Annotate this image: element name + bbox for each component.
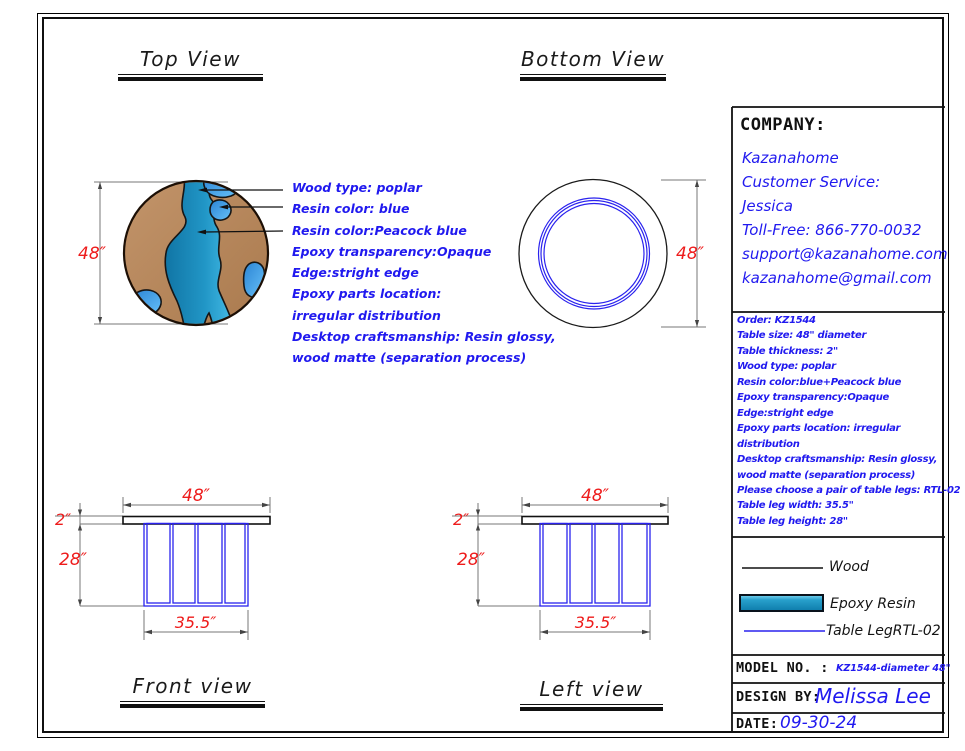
dim-arrow [98,182,102,189]
model-no-label: MODEL NO. : [736,660,829,676]
top-view-diameter-label: 48″ [78,244,106,264]
design-by-label: DESIGN BY: [736,689,821,705]
order-resin-color: Resin color:blue+Peacock blue [737,376,902,388]
order-number: Order: KZ1544 [737,315,816,326]
front-height-label: 28″ [59,550,87,570]
resin-blob [210,200,231,220]
annotation-resin-blue: Resin color: blue [292,201,410,217]
left-table-legs [540,524,650,607]
annotation-transparency: Epoxy transparency:Opaque [292,243,492,259]
title-underline [520,74,666,81]
left-height-label: 28″ [457,550,485,570]
legend-epoxy-label: Epoxy Resin [830,596,916,612]
bottom-view-title-text: Bottom View [520,47,666,71]
top-view-title [118,47,263,81]
legend-epoxy-swatch [740,595,823,611]
company-phone: Toll-Free: 866-770-0032 [742,221,922,239]
company-email-support: support@kazanahome.com [742,245,948,263]
title-underline [120,701,265,708]
annotation-distribution: irregular distribution [292,307,441,323]
company-contact-name: Jessica [742,197,793,215]
dim-arrow [98,317,102,324]
title-underline [118,74,263,81]
date-value: 09-30-24 [780,713,858,733]
date-label: DATE: [736,716,779,732]
left-thickness-label: 2″ [453,510,470,529]
front-thickness-label: 2″ [55,510,72,529]
front-view-title-text: Front view [132,674,253,698]
order-table-size: Table size: 48" diameter [737,330,867,342]
annotation-craftsmanship: Desktop craftsmanship: Resin glossy, [292,329,556,345]
annotation-parts-location: Epoxy parts location: [292,286,442,302]
order-thickness: Table thickness: 2" [737,345,838,357]
company-email-gmail: kazanahome@gmail.com [742,269,932,287]
order-craftsmanship: Desktop craftsmanship: Resin glossy, [737,454,938,466]
bottom-view-diameter-label: 48″ [676,244,704,264]
resin-blob [244,262,265,297]
top-view-title-text: Top View [140,47,241,71]
top-view-drawing [94,174,283,339]
dim-arrow [695,320,699,327]
legend-wood-label: Wood [829,559,869,575]
order-wood-matte: wood matte (separation process) [737,469,916,481]
order-edge: Edge:stright edge [737,407,834,419]
model-no-value: KZ1544-diameter 48" [836,663,951,674]
order-leg-width: Table leg width: 35.5" [737,500,854,512]
design-by-value: Melissa Lee [815,684,931,708]
left-leg-width-label: 35.5″ [574,613,617,632]
order-wood-type: Wood type: poplar [737,361,836,373]
front-width-label: 48″ [182,486,210,506]
order-parts-location: Epoxy parts location: irregular distribution [737,423,901,450]
company-info [742,146,948,290]
annotation-wood-type: Wood type: poplar [292,180,422,195]
order-leg-height: Table leg height: 28" [737,515,848,527]
front-view-title [120,674,265,708]
bottom-view-title [520,47,666,81]
legend-tableleg-label: Table LegRTL-02 [826,623,941,639]
left-view-title-text: Left view [539,677,644,701]
front-table-legs [144,524,248,607]
company-service-label: Customer Service: [742,173,881,191]
title-underline [520,704,663,711]
dim-arrow [695,180,699,187]
order-transparency: Epoxy transparency:Opaque [737,392,889,404]
annotation-wood-matte: wood matte (separation process) [292,350,527,366]
company-name: Kazanahome [742,149,839,167]
company-label: COMPANY: [740,115,826,135]
legend-swatches [740,568,825,631]
order-leg-choice: Please choose a pair of table legs: RTL-02 [737,484,961,496]
left-view-title [520,677,663,711]
front-view-drawing [55,497,270,640]
top-view-annotations [292,177,556,369]
order-specs [737,313,965,529]
annotation-resin-peacock: Resin color:Peacock blue [292,222,467,238]
annotation-edge: Edge:stright edge [292,265,419,281]
front-leg-width-label: 35.5″ [174,613,217,632]
left-width-label: 48″ [581,486,609,506]
